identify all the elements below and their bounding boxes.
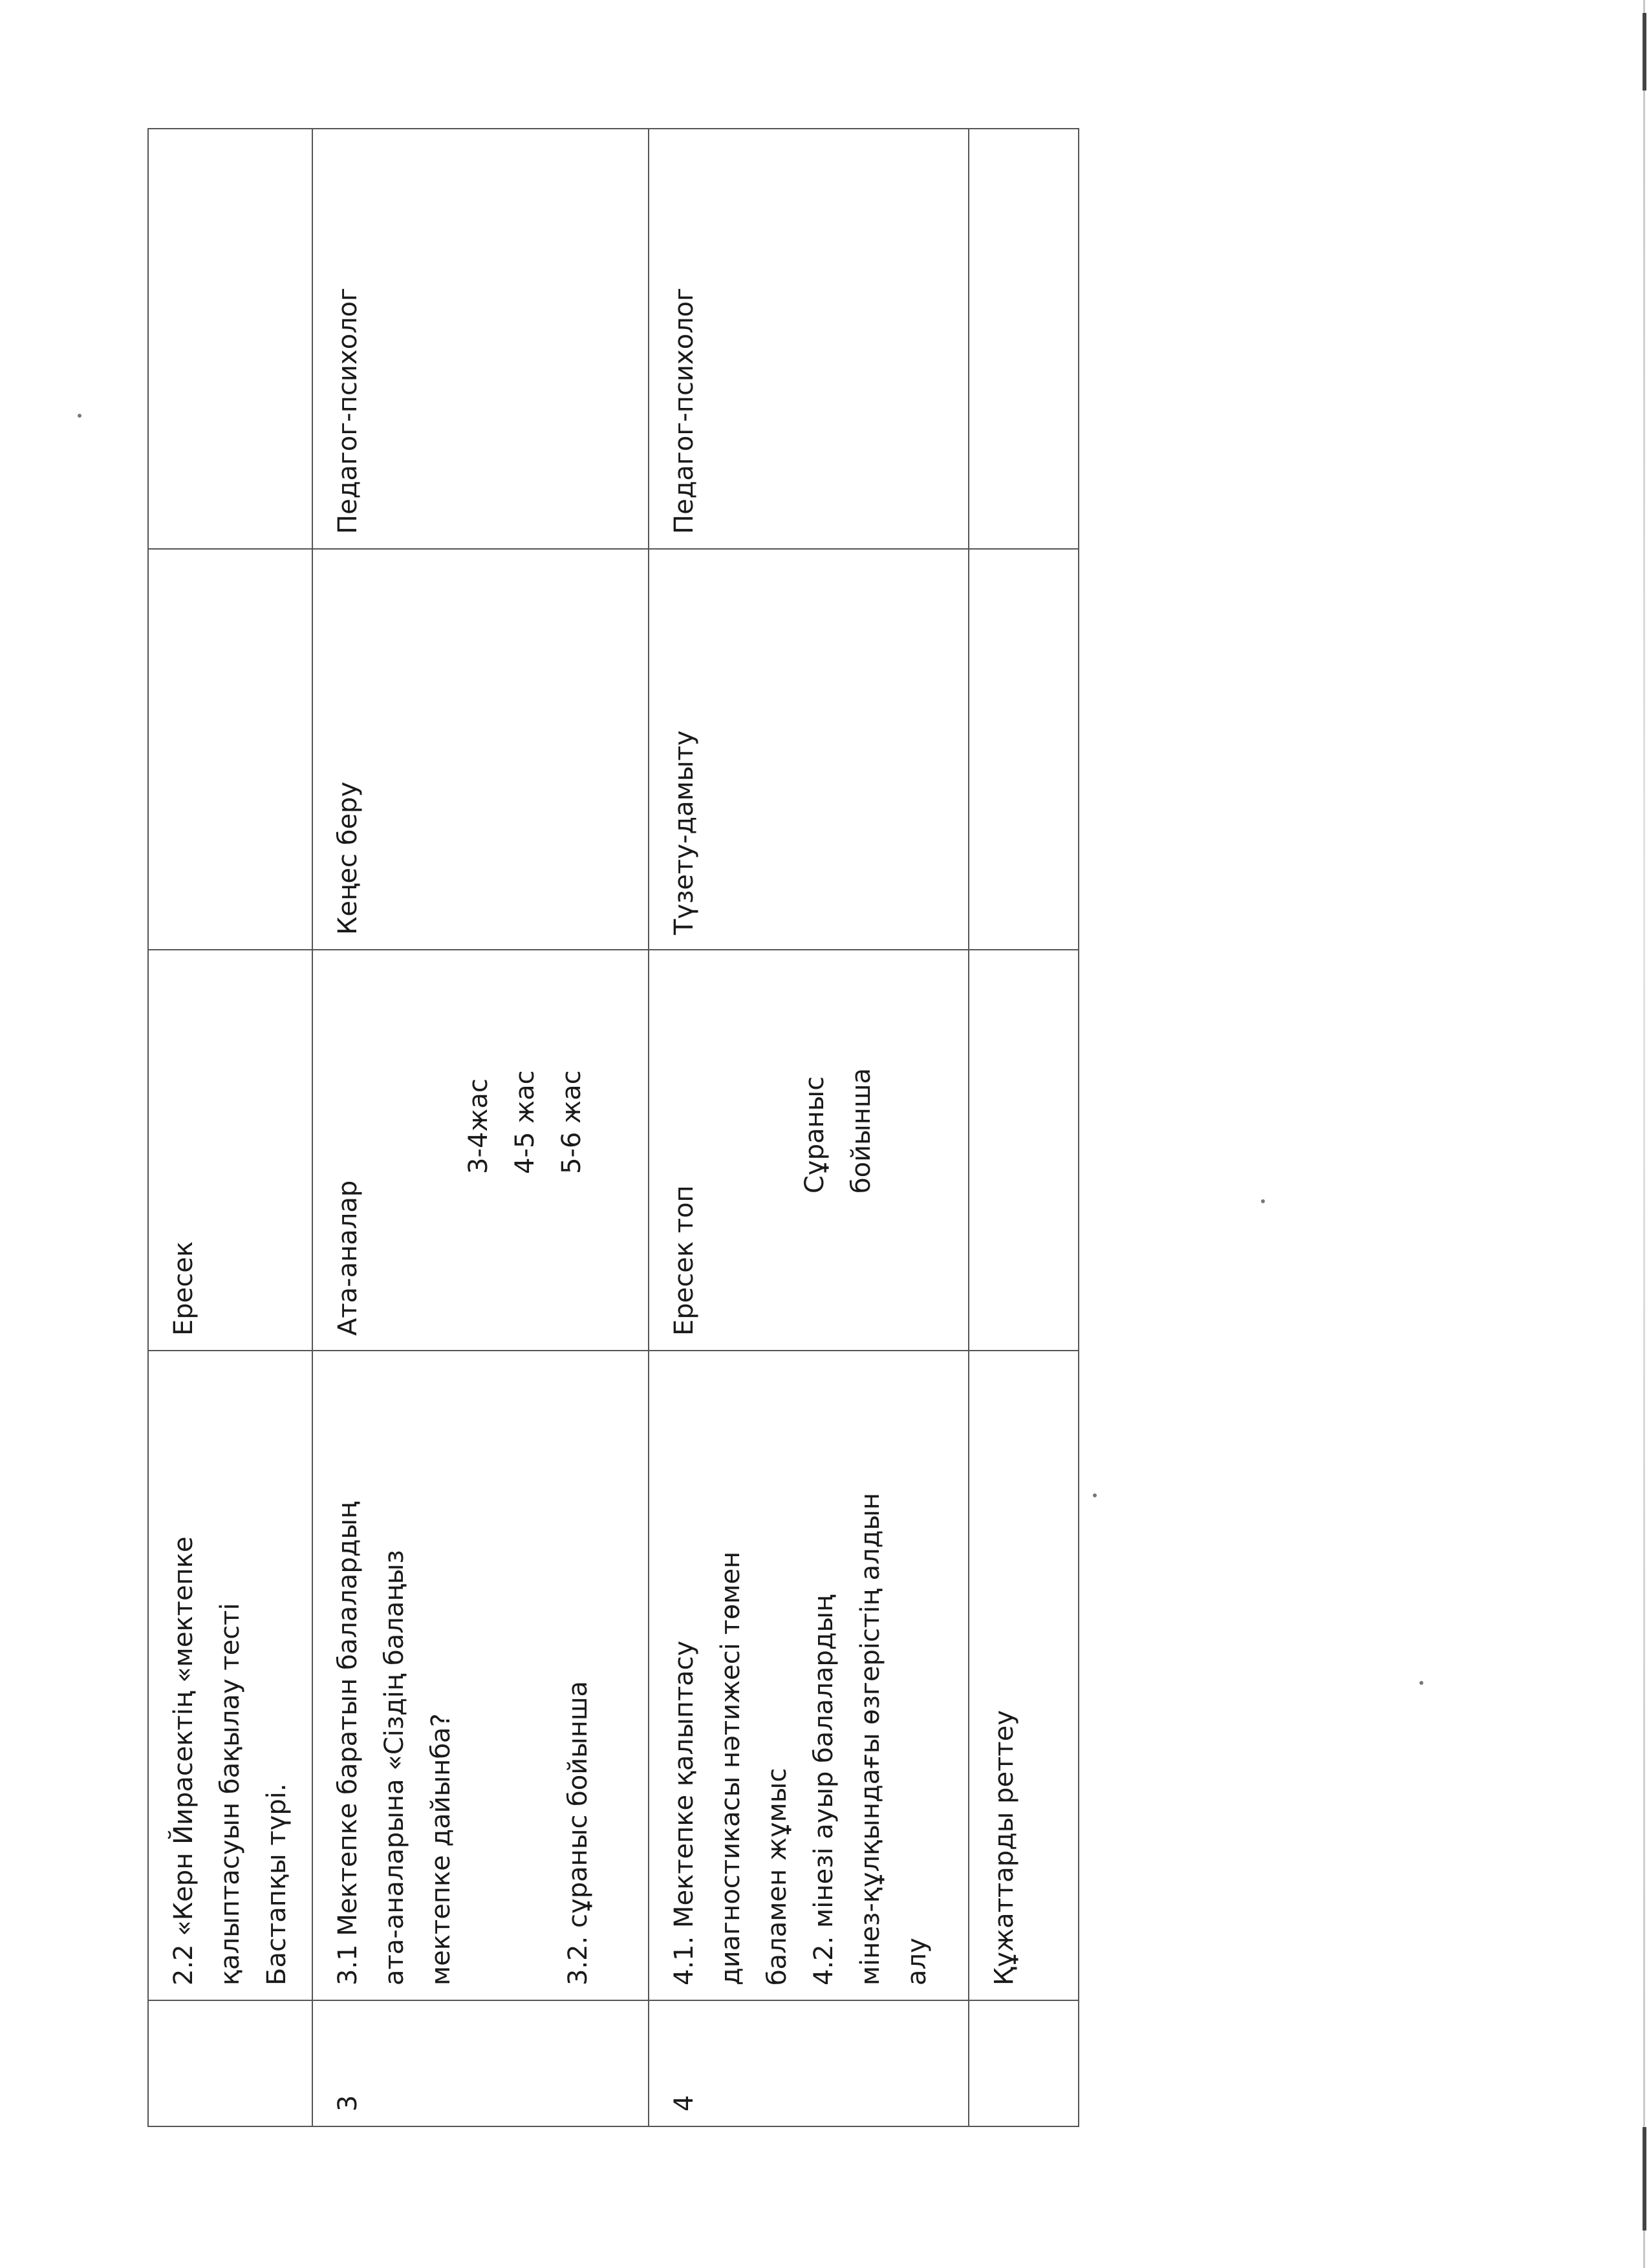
cell-task [649, 1351, 969, 2000]
table-row [148, 129, 312, 2126]
scan-speck [1419, 1681, 1423, 1685]
task-line: Құжаттарды реттеу [989, 1710, 1019, 1985]
cell-responsible [969, 129, 1079, 549]
scan-speck [1093, 1493, 1097, 1497]
cell-num: 4 [649, 2000, 969, 2126]
scan-speck [78, 414, 81, 418]
scan-edge-mark [1643, 13, 1646, 91]
rotated-page [147, 129, 1053, 2127]
participants-sub: Сұраныс бойынша [800, 1068, 876, 1193]
task-sub-item: 3.2. сұраныс бойынша [563, 1680, 593, 1985]
age-item: 5-6 жас [557, 1070, 587, 1174]
cell-task [969, 1351, 1079, 2000]
age-item: 3-4жас [464, 1078, 493, 1174]
task-line: Бастапқы түрі. [262, 1783, 292, 1985]
cell-form: Кеңес беру [312, 549, 649, 950]
plan-table [147, 128, 1079, 2127]
cell-participants: Ересек [148, 950, 312, 1351]
cell-participants [312, 950, 649, 1351]
cell-participants [969, 950, 1079, 1351]
cell-participants [649, 950, 969, 1351]
cell-responsible: Педагог-психолог [312, 129, 649, 549]
cell-num [969, 2000, 1079, 2126]
task-line: 4.1. Мектепке қалыптасу [669, 1640, 699, 1985]
table-row [649, 129, 969, 2126]
scan-edge [1643, 0, 1645, 2268]
task-line: баламен жұмыс [762, 1768, 792, 1985]
age-list [455, 965, 595, 1174]
participants-label: Ересек топ [669, 1185, 699, 1336]
task-line: мінез-құлқындағы өзгерістің алдын [856, 1492, 885, 1985]
task-line: 2.2 «Керн Йирасектің «мектепке [169, 1536, 199, 1985]
participants-label: Ата-аналар [333, 1180, 363, 1336]
task-line: алу [902, 1938, 932, 1985]
scan-edge-mark [1643, 2127, 1646, 2231]
cell-num: 3 [312, 2000, 649, 2126]
task-line: 4.2. мінезі ауыр балалардың [809, 1594, 839, 1985]
table-row [312, 129, 649, 2126]
task-line: қалыптасуын бақылау тесті [215, 1603, 245, 1985]
cell-responsible: Педагог-психолог [649, 129, 969, 549]
age-item: 4-5 жас [510, 1070, 540, 1174]
cell-form: Түзету-дамыту [649, 549, 969, 950]
cell-task [312, 1351, 649, 2000]
scan-speck [1261, 1199, 1265, 1203]
cell-task [148, 1351, 312, 2000]
cell-num [148, 2000, 312, 2126]
cell-form [969, 549, 1079, 950]
task-line: ата-аналарына «Сіздің балаңыз [380, 1550, 409, 1985]
task-line: диагностикасы нәтижесі төмен [716, 1551, 746, 1985]
task-line: мектепке дайынба? [426, 1713, 456, 1985]
cell-responsible [148, 129, 312, 549]
cell-form [148, 549, 312, 950]
task-line: 3.1 Мектепке баратын балалардың [333, 1501, 363, 1985]
table-row [969, 129, 1079, 2126]
